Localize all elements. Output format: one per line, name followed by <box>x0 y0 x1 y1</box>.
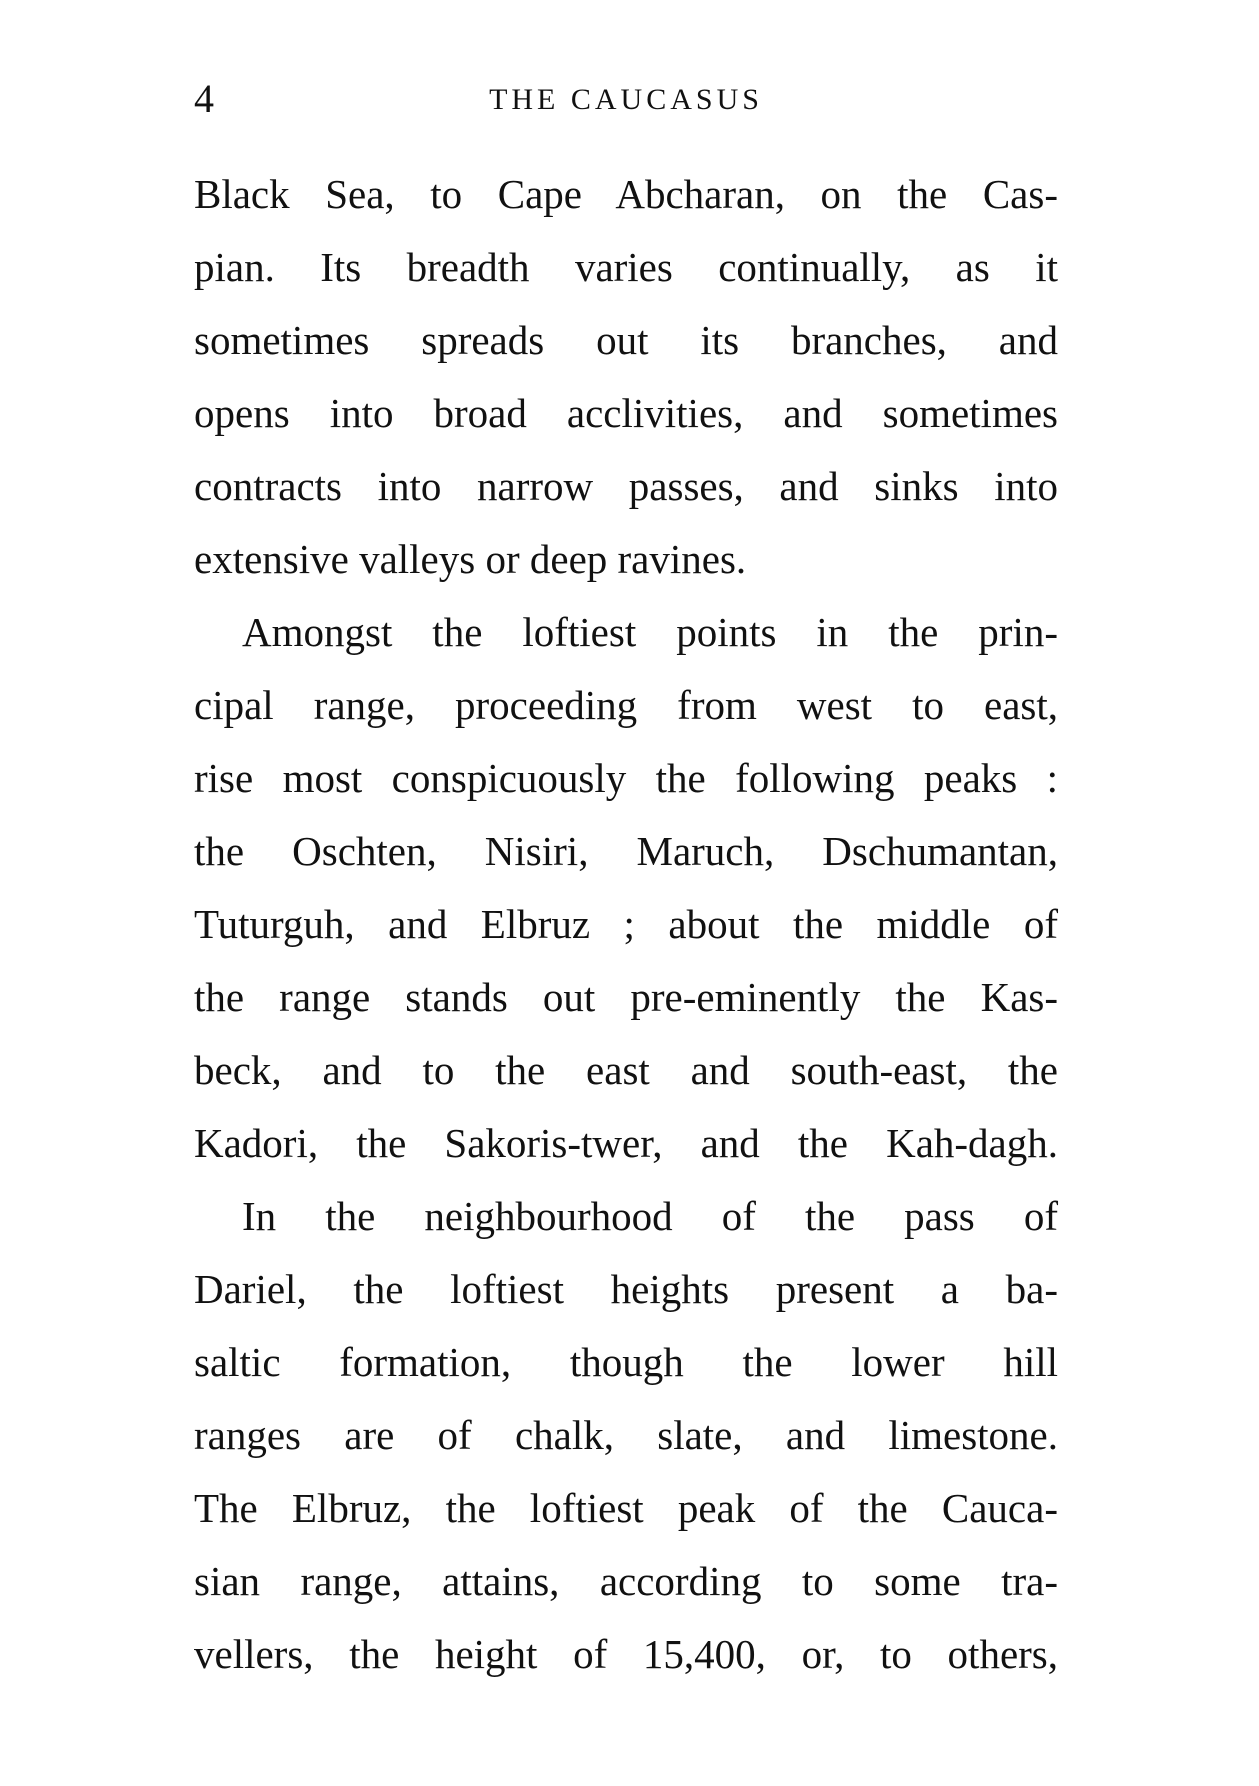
text-line: the Oschten, Nisiri, Maruch, Dschumantan, <box>194 828 1058 874</box>
page-header <box>194 74 1058 124</box>
text-line: sometimes spreads out its branches, and <box>194 317 1058 363</box>
text-line: contracts into narrow passes, and sinks into <box>194 463 1058 509</box>
text-line: beck, and to the east and south-east, the <box>194 1047 1058 1093</box>
running-head: THE CAUCASUS <box>489 83 763 116</box>
text-line: cipal range, proceeding from west to east, <box>194 682 1058 728</box>
text-line: Kadori, the Sakoris-twer, and the Kah-dagh. <box>194 1120 1058 1166</box>
text-line: sian range, attains, according to some tra- <box>194 1558 1058 1604</box>
page-number: 4 <box>194 76 214 121</box>
text-line: the range stands out pre-eminently the Kas- <box>194 974 1058 1020</box>
text-line: pian. Its breadth varies continually, as it <box>194 244 1058 290</box>
body-text <box>194 158 1058 1691</box>
text-line: The Elbruz, the loftiest peak of the Cauca- <box>194 1485 1058 1531</box>
text-line: Amongst the loftiest points in the prin- <box>242 609 1058 655</box>
text-line: ranges are of chalk, slate, and limestone. <box>194 1412 1058 1458</box>
text-line: vellers, the height of 15,400, or, to others, <box>194 1631 1058 1677</box>
text-line: extensive valleys or deep ravines. <box>194 536 747 582</box>
text-line: rise most conspicuously the following peaks : <box>194 755 1058 801</box>
text-line: In the neighbourhood of the pass of <box>242 1193 1058 1239</box>
text-line: Tuturguh, and Elbruz ; about the middle of <box>194 901 1058 947</box>
text-line: Dariel, the loftiest heights present a ba- <box>194 1266 1058 1312</box>
text-line: Black Sea, to Cape Abcharan, on the Cas- <box>194 171 1058 217</box>
text-line: saltic formation, though the lower hill <box>194 1339 1058 1385</box>
text-line: opens into broad acclivities, and sometimes <box>194 390 1058 436</box>
